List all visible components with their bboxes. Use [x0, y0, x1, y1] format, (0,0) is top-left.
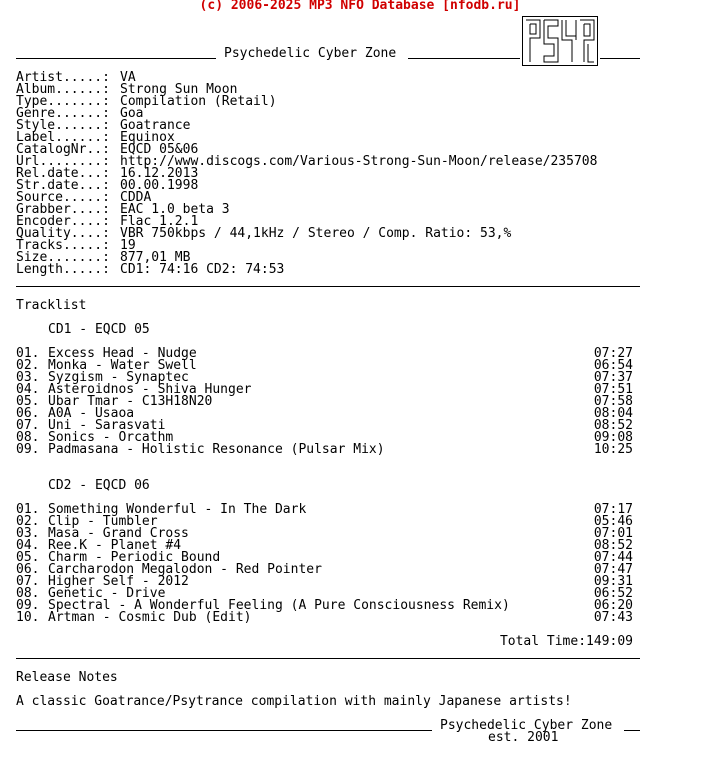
track-title: Syzgism - Synaptec — [48, 370, 189, 385]
track-number: 02. — [16, 514, 40, 529]
footer-rule-left — [16, 730, 432, 731]
track-number: 09. — [16, 598, 40, 613]
header-title: Psychedelic Cyber Zone — [224, 46, 397, 61]
track-title: Higher Self - 2012 — [48, 574, 189, 589]
track-number: 02. — [16, 358, 40, 373]
info-value: 19 — [120, 238, 136, 253]
track-number: 04. — [16, 382, 40, 397]
track-title: Something Wonderful - In The Dark — [48, 502, 307, 517]
track-number: 05. — [16, 394, 40, 409]
info-key: Album......: — [16, 82, 110, 97]
track-duration: 07:58 — [593, 394, 633, 409]
divider-2 — [16, 658, 640, 659]
release-notes-text: A classic Goatrance/Psytrance compilation with mainly Japanese artists! — [16, 694, 572, 709]
info-key: Encoder....: — [16, 214, 110, 229]
track-number: 09. — [16, 442, 40, 457]
footer-rule-right — [624, 730, 640, 731]
track-duration: 07:27 — [593, 346, 633, 361]
track-duration: 10:25 — [593, 442, 633, 457]
track-title: Carcharodon Megalodon - Red Pointer — [48, 562, 322, 577]
track-number: 04. — [16, 538, 40, 553]
track-title: Uni - Sarasvati — [48, 418, 166, 433]
track-title: Charm - Periodic Bound — [48, 550, 221, 565]
release-notes-heading: Release Notes — [16, 670, 118, 685]
track-number: 08. — [16, 586, 40, 601]
track-title: Monka - Water Swell — [48, 358, 197, 373]
track-duration: 06:20 — [593, 598, 633, 613]
header-rule-right — [408, 58, 520, 59]
track-duration: 07:51 — [593, 382, 633, 397]
track-number: 07. — [16, 418, 40, 433]
track-number: 07. — [16, 574, 40, 589]
track-number: 03. — [16, 526, 40, 541]
track-duration: 07:01 — [593, 526, 633, 541]
track-title: Masa - Grand Cross — [48, 526, 189, 541]
info-key: CatalogNr..: — [16, 142, 110, 157]
nfodb-banner: (c) 2006-2025 MP3 NFO Database [nfodb.ru] — [199, 0, 521, 13]
track-number: 10. — [16, 610, 40, 625]
info-key: Label......: — [16, 130, 110, 145]
track-duration: 07:37 — [593, 370, 633, 385]
track-number: 01. — [16, 502, 40, 517]
track-row — [16, 444, 720, 456]
track-title: Ubar Tmar - C13H18N20 — [48, 394, 213, 409]
track-title: Artman - Cosmic Dub (Edit) — [48, 610, 252, 625]
track-row — [16, 612, 720, 624]
info-value: VBR 750kbps / 44,1kHz / Stereo / Comp. Ratio: 53,% — [120, 226, 512, 241]
track-title: Asteroidnos - Shiva Hunger — [48, 382, 252, 397]
tracklist-heading: Tracklist — [16, 298, 87, 313]
info-value: Goa — [120, 106, 144, 121]
header-rule-left — [16, 58, 216, 59]
footer-est: est. 2001 — [488, 730, 559, 745]
track-duration: 08:04 — [593, 406, 633, 421]
track-number: 08. — [16, 430, 40, 445]
info-key: Size.......: — [16, 250, 110, 265]
info-key: Artist.....: — [16, 70, 110, 85]
info-key: Type.......: — [16, 94, 110, 109]
track-duration: 09:31 — [593, 574, 633, 589]
info-value: VA — [120, 70, 136, 85]
track-number: 06. — [16, 562, 40, 577]
info-value: Strong Sun Moon — [120, 82, 238, 97]
info-value: CDDA — [120, 190, 152, 205]
info-key: Tracks.....: — [16, 238, 110, 253]
track-title: Clip - Tumbler — [48, 514, 158, 529]
info-value: CD1: 74:16 CD2: 74:53 — [120, 262, 285, 277]
info-key: Quality....: — [16, 226, 110, 241]
info-value: EAC 1.0 beta 3 — [120, 202, 230, 217]
info-value: 877,01 MB — [120, 250, 191, 265]
track-number: 05. — [16, 550, 40, 565]
track-duration: 07:17 — [593, 502, 633, 517]
header-rule-end — [600, 58, 640, 59]
info-value: http://www.discogs.com/Various-Strong-Sun-Moon/release/235708 — [120, 154, 598, 169]
info-value: Compilation (Retail) — [120, 94, 277, 109]
track-title: A0A - Usaoa — [48, 406, 135, 421]
psy-logo-icon — [522, 16, 598, 66]
info-key: Length.....: — [16, 262, 110, 277]
track-title: Genetic - Drive — [48, 586, 166, 601]
cd1-title: CD1 - EQCD 05 — [48, 322, 150, 337]
total-time: Total Time:149:09 — [499, 634, 633, 649]
footer-title: Psychedelic Cyber Zone — [440, 718, 613, 733]
track-duration: 06:54 — [593, 358, 633, 373]
track-title: Ree.K - Planet #4 — [48, 538, 182, 553]
track-duration: 07:44 — [593, 550, 633, 565]
track-duration: 08:52 — [593, 418, 633, 433]
track-title: Sonics - Orcathm — [48, 430, 174, 445]
track-duration: 09:08 — [593, 430, 633, 445]
track-duration: 06:52 — [593, 586, 633, 601]
info-key: Grabber....: — [16, 202, 110, 217]
track-number: 03. — [16, 370, 40, 385]
track-number: 06. — [16, 406, 40, 421]
info-key: Url........: — [16, 154, 110, 169]
info-value: 00.00.1998 — [120, 178, 199, 193]
info-value: 16.12.2013 — [120, 166, 199, 181]
info-value: Flac 1.2.1 — [120, 214, 199, 229]
track-title: Padmasana - Holistic Resonance (Pulsar Mix) — [48, 442, 385, 457]
info-key: Source.....: — [16, 190, 110, 205]
info-key: Str.date...: — [16, 178, 110, 193]
info-key: Rel.date...: — [16, 166, 110, 181]
track-number: 01. — [16, 346, 40, 361]
track-duration: 07:47 — [593, 562, 633, 577]
track-title: Excess Head - Nudge — [48, 346, 197, 361]
divider-1 — [16, 286, 640, 287]
track-duration: 07:43 — [593, 610, 633, 625]
info-key: Style......: — [16, 118, 110, 133]
track-title: Spectral - A Wonderful Feeling (A Pure Consciousness Remix) — [48, 598, 510, 613]
info-row — [16, 264, 284, 276]
info-value: Equinox — [120, 130, 175, 145]
info-value: Goatrance — [120, 118, 191, 133]
track-duration: 08:52 — [593, 538, 633, 553]
track-duration: 05:46 — [593, 514, 633, 529]
info-value: EQCD 05&06 — [120, 142, 199, 157]
cd2-title: CD2 - EQCD 06 — [48, 478, 150, 493]
info-key: Genre......: — [16, 106, 110, 121]
